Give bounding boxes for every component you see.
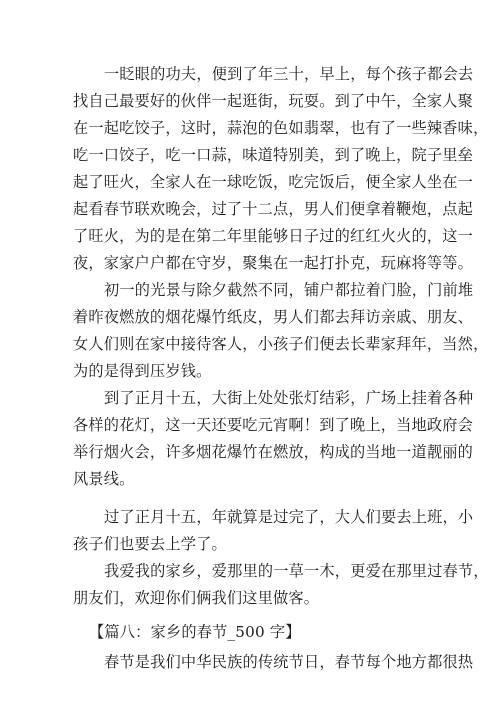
text-line: 一眨眼的功夫，便到了年三十，早上，每个孩子都会去 xyxy=(104,65,474,83)
section-heading: 【篇八：家乡的春节_500 字】 xyxy=(89,623,301,641)
text-line: 初一的光景与除夕截然不同，铺户都拉着门脸，门前堆 xyxy=(104,281,474,299)
text-line: 各样的花灯，这一天还要吃元宵啊！到了晚上，当地政府会 xyxy=(73,416,474,434)
text-line: 着昨夜燃放的烟花爆竹纸皮，男人们都去拜访亲戚、朋友、 xyxy=(73,308,474,326)
text-line: 吃一口饺子，吃一口蒜，味道特别美，到了晚上，院子里垒 xyxy=(73,146,474,164)
text-line: 在一起吃饺子，这时，蒜泡的色如翡翠，也有了一些辣香味， xyxy=(73,119,489,137)
text-line: 风景线。 xyxy=(73,470,135,488)
text-line: 为的是得到压岁钱。 xyxy=(73,362,212,380)
text-line: 了旺火，为的是在第二年里能够日子过的红红火火的，这一 xyxy=(73,227,474,245)
text-line: 我爱我的家乡，爱那里的一草一木，更爱在那里过春节， xyxy=(104,562,489,580)
text-line: 朋友们，欢迎你们俩我们这里做客。 xyxy=(73,589,320,607)
text-line: 起看春节联欢晚会，过了十二点，男人们便拿着鞭炮，点起 xyxy=(73,200,474,218)
text-line: 举行烟火会，许多烟花爆竹在燃放，构成的当地一道靓丽的 xyxy=(73,443,474,461)
text-line: 到了正月十五，大街上处处张灯结彩，广场上挂着各种 xyxy=(104,389,474,407)
text-line: 找自己最要好的伙伴一起逛街，玩耍。到了中午，全家人聚 xyxy=(73,92,474,110)
text-line: 孩子们也要去上学了。 xyxy=(73,535,227,553)
text-line: 夜，家家户户都在守岁，聚集在一起打扑克，玩麻将等等。 xyxy=(73,254,474,272)
text-line: 女人们则在家中接待客人，小孩子们便去长辈家拜年，当然， xyxy=(73,335,489,353)
text-line: 春节是我们中华民族的传统节日，春节每个地方都很热 xyxy=(104,653,474,671)
text-line: 过了正月十五，年就算是过完了，大人们要去上班，小 xyxy=(104,508,474,526)
text-line: 起了旺火，全家人在一球吃饭，吃完饭后，便全家人坐在一 xyxy=(73,173,474,191)
